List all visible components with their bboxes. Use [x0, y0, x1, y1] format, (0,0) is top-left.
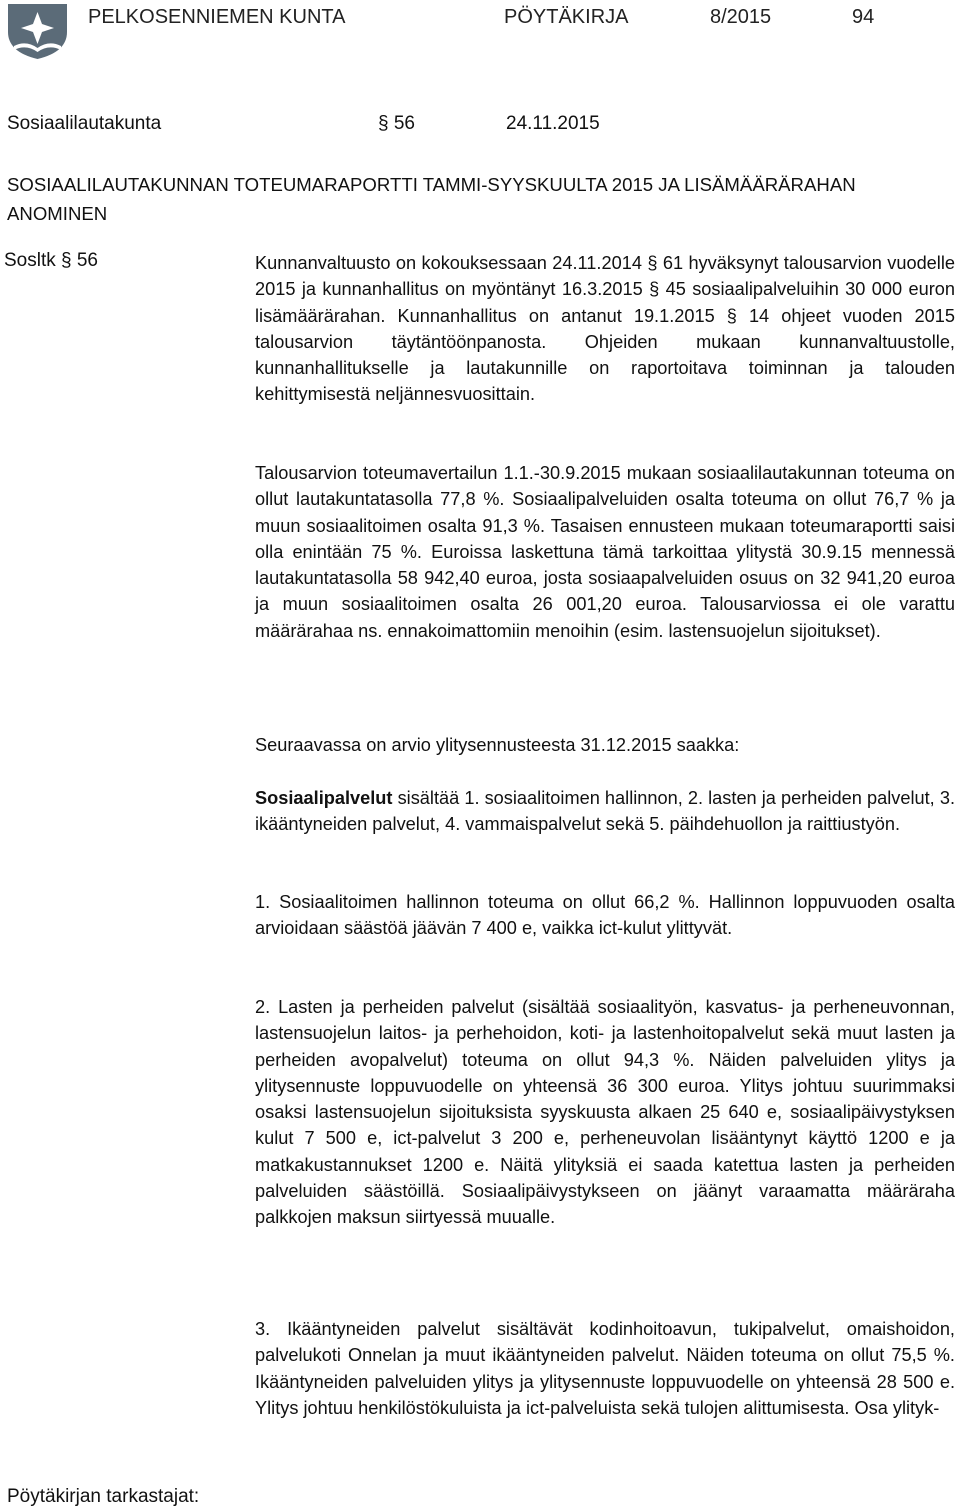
document-type: PÖYTÄKIRJA [504, 6, 629, 28]
paragraph-3 [255, 732, 955, 758]
footer-signature-label: Pöytäkirjan tarkastajat: [7, 1486, 200, 1507]
paragraph-2 [255, 460, 955, 644]
services-heading: Sosiaalipalvelut [255, 788, 393, 808]
services-paragraph [255, 785, 955, 838]
document-number: 8/2015 [710, 6, 772, 28]
page-number: 94 [852, 6, 875, 28]
paragraph-text: Seuraavassa on arvio ylitysennusteesta 31.12.2015 saakka: [255, 735, 740, 755]
list-item: 3. Ikääntyneiden palvelut sisältävät kodinhoitoavun, tukipalvelut, omaishoidon, palvelukoti Onnelan ja muut ikääntyneiden palvelut. Näiden toteuma on ollut 75,5 %. Ikääntyneiden palveluiden ylitys ja ylitysennuste loppuvuodelle on yhteensä 28 500 e. Ylitys johtuu henkilöstökuluista ja ict-palveluista sekä tulojen alittumisesta. Osa ylityk- [255, 1319, 955, 1418]
document-title: SOSIAALILAUTAKUNNAN TOTEUMARAPORTTI TAMMI-SYYSKUULTA 2015 JA LISÄMÄÄRÄRAHAN ANOMINEN [7, 174, 856, 224]
list-item: 2. Lasten ja perheiden palvelut (sisältää sosiaalityön, kasvatus- ja perheneuvonnan, lastensuojelun laitos- ja perhehoidon, koti- ja lastenhoitopalvelut sekä muut lasten ja perheiden avopalvelut) toteuma on ollut 94,3 %. Näiden palveluiden ylitys ja ylitysennuste loppuvuodelle on yhteensä 36 300 euroa. Ylitys johtuu suurimmaksi osaksi lastensuojelun sijoituksista syyskuusta alkaen 25 640 e, sosiaalipäivystyksen kulut 7 500 e, ict-palvelut 3 200 e, perheneuvolan lisääntynyt käyttö 1200 e ja matkakustannukset 1200 e. Näitä ylityksiä ei saada katettua lasten ja perheiden palveluiden säästöillä. Sosiaalipäivystykseen on jäänyt varaamatta määräraha palkkojen maksun siirtyessä muualle. [255, 997, 955, 1228]
page-header [0, 0, 960, 60]
municipality-name: PELKOSENNIEMEN KUNTA [88, 6, 346, 28]
item-3 [255, 1316, 955, 1421]
list-item: 1. Sosiaalitoimen hallinnon toteuma on ollut 66,2 %. Hallinnon loppuvuoden osalta arvioidaan säästöä jäävän 7 400 e, vaikka ict-kulut ylittyvät. [255, 892, 955, 939]
paragraph-1 [255, 250, 955, 408]
item-1 [255, 889, 955, 942]
paragraph-text: Talousarvion toteumavertailun 1.1.-30.9.2015 mukaan sosiaalilautakunnan toteuma on ollut lautakuntatasolla 77,8 %. Sosiaalipalveluiden osalta toteuma on ollut 76,7 % ja muun sosiaalitoimen osalta 91,3 %. Tasaisen ennusteen mukaan toteumaraportti saisi olla enintään 75 %. Euroissa laskettuna tämä tarkoittaa ylitystä 30.9.15 mennessä lautakuntatasolla 58 942,40 euroa, josta sosiaapalveluiden osuus on 32 941,20 euroa ja muun sosiaalitoimen osalta 26 001,20 euroa. Talousarviossa ei ole varattu määrärahaa ns. ennakoimattomiin menoihin (esim. lastensuojelun sijoitukset). [255, 463, 955, 641]
municipal-coat-of-arms-icon [6, 2, 69, 60]
paragraph-text: Kunnanvaltuusto on kokouksessaan 24.11.2014 § 61 hyväksynyt talousarvion vuodelle 2015 ja kunnanhallitus on myöntänyt 16.3.2015 § 45 sosiaalipalveluihin 30 000 euron lisämäärärahan. Kunnanhallitus on antanut 19.1.2015 § 14 ohjeet vuoden 2015 talousarvion täytäntöönpanosta. Ohjeiden mukaan kunnanvaltuustolle, kunnanhallitukselle ja lautakunnille on raportoitava toiminnan ja talouden kehittymisestä neljännesvuosittain. [255, 253, 955, 405]
meeting-date: 24.11.2015 [506, 113, 600, 134]
section-id: Sosltk § 56 [4, 250, 98, 271]
services-text: sisältää 1. sosiaalitoimen hallinnon, 2. lasten ja perheiden palvelut, 3. ikääntyneiden palvelut, 4. vammaispalvelut sekä 5. päihdehuollon ja raittiustyön. [255, 788, 955, 835]
board-name: Sosiaalilautakunta [7, 113, 162, 134]
item-2 [255, 994, 955, 1231]
section-number: § 56 [378, 113, 415, 134]
